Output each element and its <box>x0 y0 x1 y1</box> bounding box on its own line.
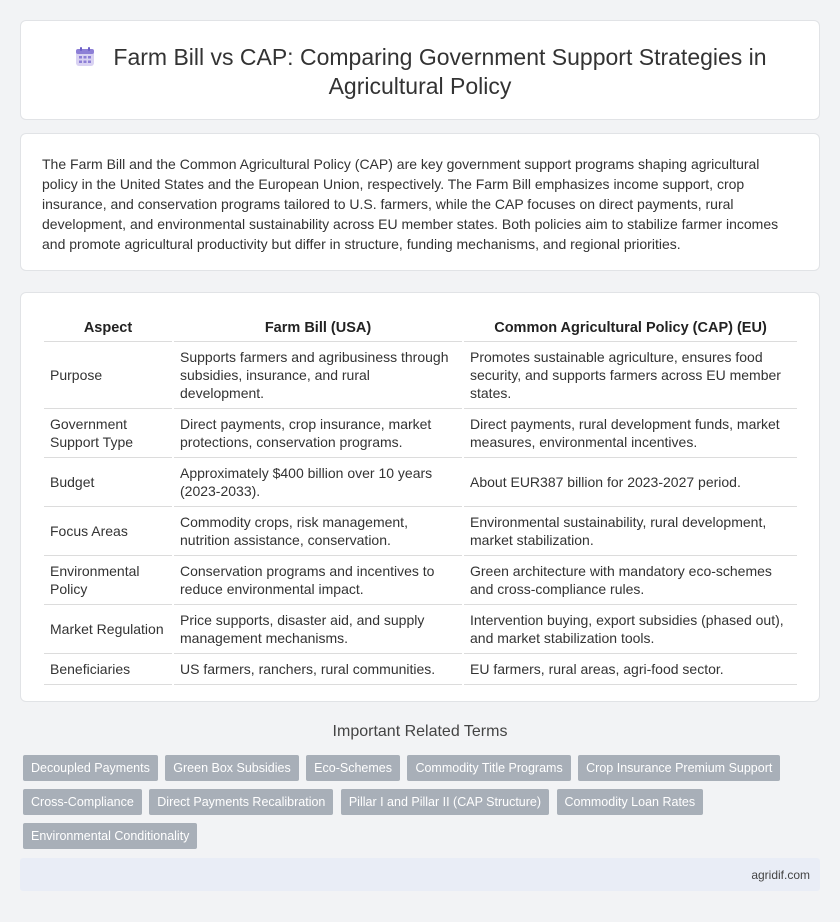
table-header-row <box>44 313 797 342</box>
related-terms-list <box>23 755 823 857</box>
table-row <box>44 458 797 507</box>
term-tag[interactable]: Green Box Subsidies <box>165 755 298 781</box>
cell-cap: EU farmers, rural areas, agri-food sector. <box>464 654 797 685</box>
cell-aspect: Government Support Type <box>44 409 172 458</box>
footer-site-link[interactable]: agridif.com <box>751 868 810 882</box>
table-row <box>44 342 797 409</box>
related-terms-heading: Important Related Terms <box>332 723 508 740</box>
header-aspect: Aspect <box>44 313 172 342</box>
comparison-table <box>42 313 799 685</box>
term-tag[interactable]: Cross-Compliance <box>23 789 142 815</box>
cell-aspect: Environmental Policy <box>44 556 172 605</box>
cell-cap: Green architecture with mandatory eco-schemes and cross-compliance rules. <box>464 556 797 605</box>
cell-aspect: Beneficiaries <box>44 654 172 685</box>
comparison-card <box>20 292 820 702</box>
header-cap: Common Agricultural Policy (CAP) (EU) <box>464 313 797 342</box>
term-tag[interactable]: Decoupled Payments <box>23 755 158 781</box>
term-tag[interactable]: Crop Insurance Premium Support <box>578 755 780 781</box>
cell-cap: Intervention buying, export subsidies (phased out), and market stabilization tools. <box>464 605 797 654</box>
title-wrap <box>61 43 779 101</box>
header-farm-bill: Farm Bill (USA) <box>174 313 462 342</box>
cell-farm-bill: Direct payments, crop insurance, market protections, conservation programs. <box>174 409 462 458</box>
page-header <box>20 20 820 120</box>
footer <box>20 858 820 891</box>
cell-aspect: Budget <box>44 458 172 507</box>
table-row <box>44 556 797 605</box>
intro-card <box>20 133 820 271</box>
cell-farm-bill: Commodity crops, risk management, nutrition assistance, conservation. <box>174 507 462 556</box>
cell-aspect: Focus Areas <box>44 507 172 556</box>
table-row <box>44 654 797 685</box>
table-row <box>44 605 797 654</box>
term-tag[interactable]: Commodity Title Programs <box>407 755 570 781</box>
cell-farm-bill: Price supports, disaster aid, and supply management mechanisms. <box>174 605 462 654</box>
page-title: Farm Bill vs CAP: Comparing Government Support Strategies in Agricultural Policy <box>113 44 767 99</box>
term-tag[interactable]: Direct Payments Recalibration <box>149 789 333 815</box>
calendar-icon <box>73 45 97 69</box>
term-tag[interactable]: Commodity Loan Rates <box>557 789 704 815</box>
cell-farm-bill: Conservation programs and incentives to reduce environmental impact. <box>174 556 462 605</box>
cell-aspect: Purpose <box>44 342 172 409</box>
cell-cap: Environmental sustainability, rural development, market stabilization. <box>464 507 797 556</box>
term-tag[interactable]: Eco-Schemes <box>306 755 400 781</box>
cell-cap: Direct payments, rural development funds, market measures, environmental incentives. <box>464 409 797 458</box>
intro-text: The Farm Bill and the Common Agricultural Policy (CAP) are key government support programs shaping agricultural policy in the United States and the European Union, respectively. The Farm Bill emphasizes income support, crop insurance, and conservation programs tailored to U.S. farmers, while the CAP focuses on direct payments, rural development, and environmental sustainability across EU member states. Both policies aim to stabilize farmer incomes and promote agricultural productivity but differ in structure, funding mechanisms, and regional priorities. <box>42 156 779 252</box>
term-tag[interactable]: Pillar I and Pillar II (CAP Structure) <box>341 789 549 815</box>
cell-cap: Promotes sustainable agriculture, ensures food security, and supports farmers across EU member states. <box>464 342 797 409</box>
term-tag[interactable]: Environmental Conditionality <box>23 823 197 849</box>
table-row <box>44 409 797 458</box>
cell-aspect: Market Regulation <box>44 605 172 654</box>
cell-cap: About EUR387 billion for 2023-2027 period. <box>464 458 797 507</box>
cell-farm-bill: Approximately $400 billion over 10 years (2023-2033). <box>174 458 462 507</box>
cell-farm-bill: US farmers, ranchers, rural communities. <box>174 654 462 685</box>
cell-farm-bill: Supports farmers and agribusiness through subsidies, insurance, and rural development. <box>174 342 462 409</box>
table-row <box>44 507 797 556</box>
